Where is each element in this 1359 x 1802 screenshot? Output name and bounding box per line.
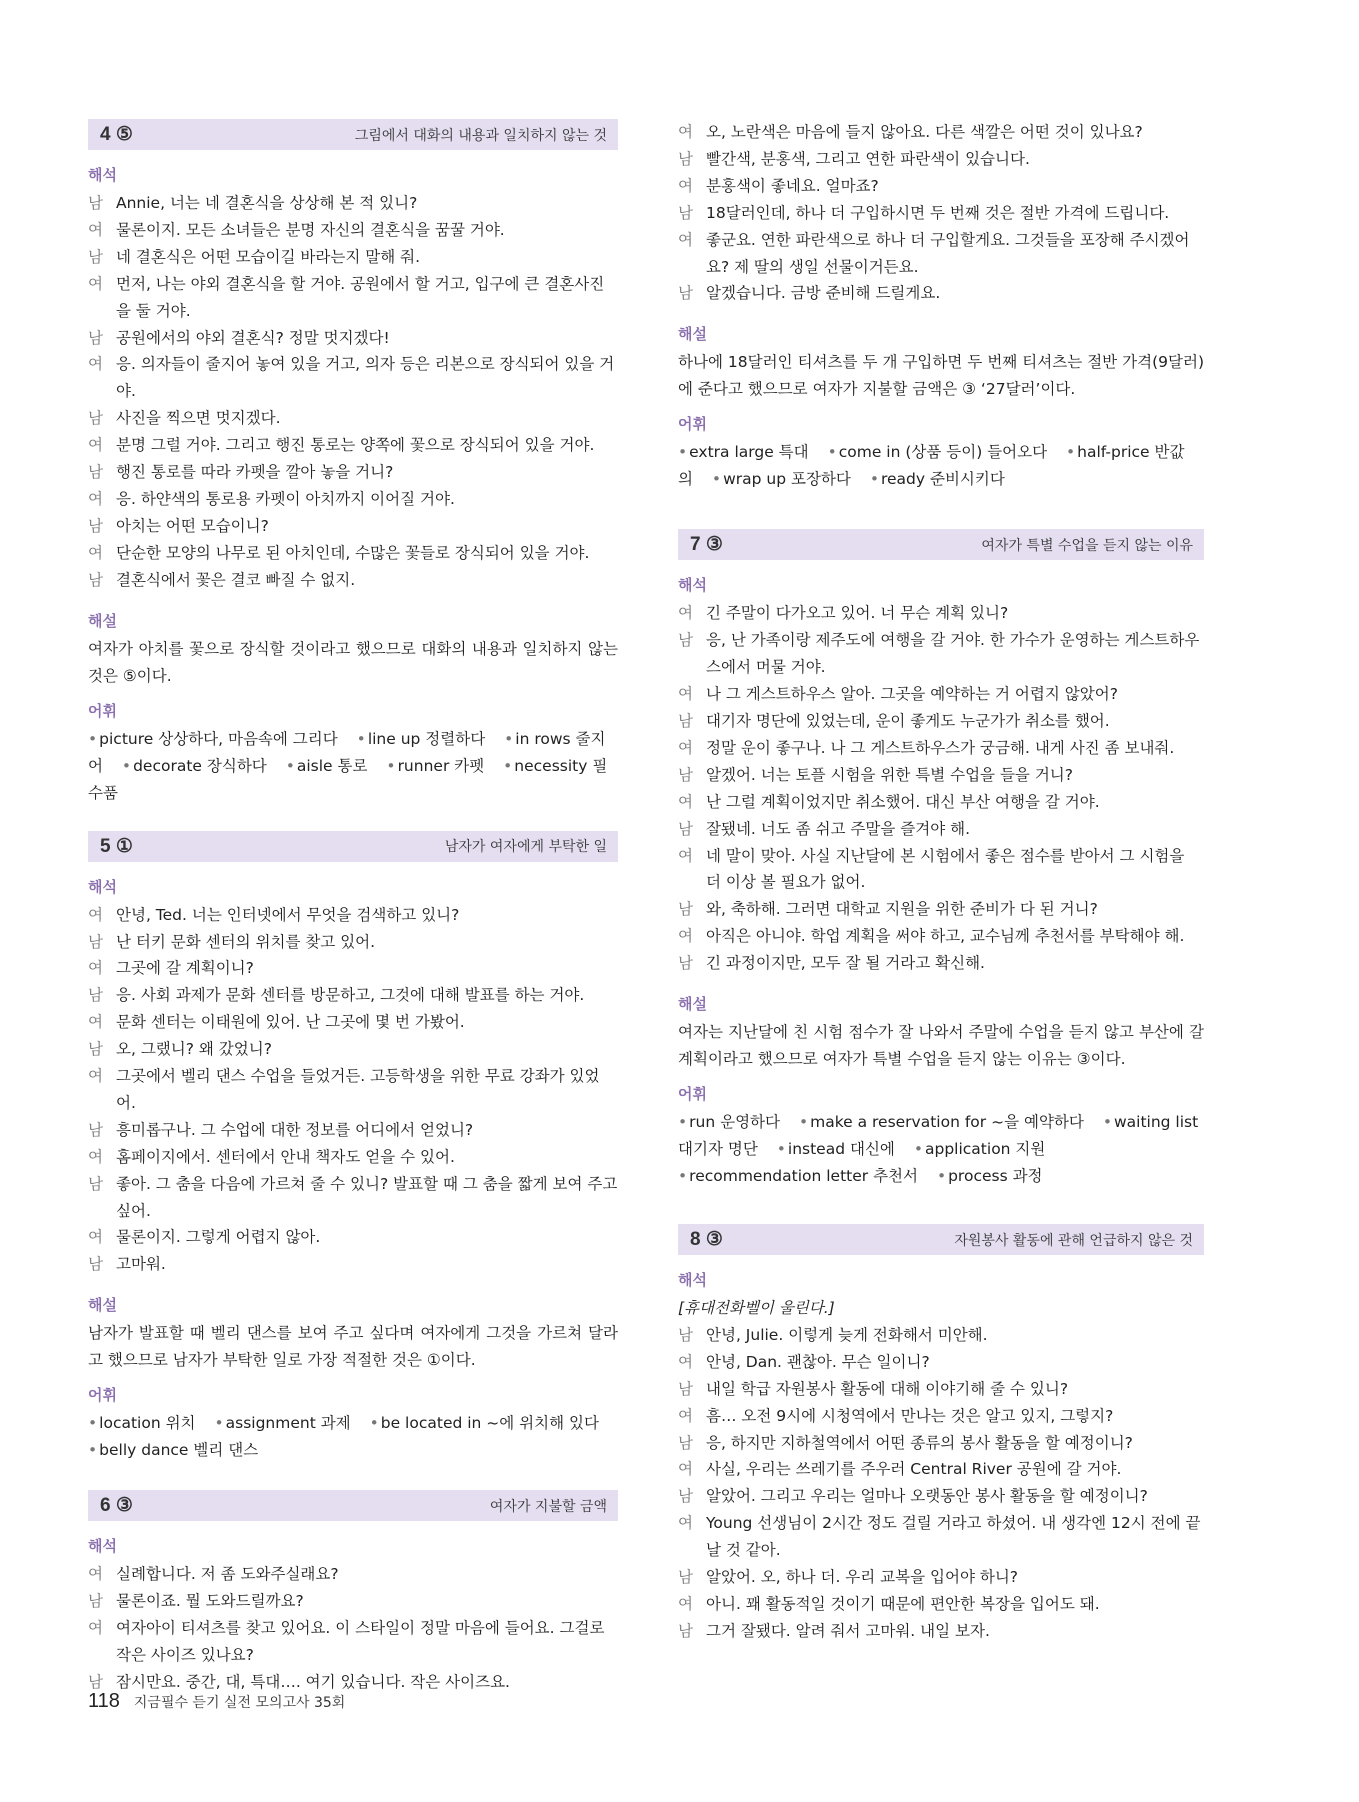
section-number: 7 ③: [690, 534, 723, 556]
vocab-item: • in rows 줄지어: [88, 730, 606, 775]
dialogue: [88, 902, 618, 1279]
dialogue-line: [678, 1591, 1204, 1618]
speaker-label: 여: [678, 176, 693, 195]
dialogue-line: [88, 1224, 618, 1251]
speaker-label: 남: [88, 570, 103, 589]
label-explanation: 해설: [88, 1296, 117, 1315]
speaker-label: 여: [678, 685, 693, 704]
speaker-label: 여: [88, 355, 103, 374]
speaker-label: 남: [88, 516, 103, 535]
dialogue-line: [678, 1403, 1204, 1430]
dialogue-line: [678, 923, 1204, 950]
dialogue-line: [678, 735, 1204, 762]
speaker-label: 여: [88, 1228, 103, 1247]
dialogue-line: [88, 540, 618, 567]
utterance-text: 아니. 꽤 활동적일 것이기 때문에 편안한 복장을 입어도 돼.: [706, 1595, 1100, 1613]
utterance-text: 응. 사회 과제가 문화 센터를 방문하고, 그것에 대해 발표를 하는 거야.: [116, 986, 585, 1005]
speaker-label: 남: [678, 284, 693, 303]
dialogue-line: [88, 432, 618, 459]
section-title: 자원봉사 활동에 관해 언급하지 않은 것: [954, 1232, 1193, 1249]
vocab-list: [678, 1109, 1204, 1190]
utterance-text: 그곳에서 벨리 댄스 수업을 들었거든. 고등학생을 위한 무료 강좌가 있었어.: [116, 1067, 600, 1112]
dialogue: [678, 600, 1204, 977]
utterance-text: 좋아. 그 춤을 다음에 가르쳐 줄 수 있니? 발표할 때 그 춤을 짧게 보여 주고 싶어.: [116, 1174, 618, 1220]
label-vocabulary: 어휘: [678, 415, 707, 434]
speaker-label: 여: [678, 1406, 693, 1425]
dialogue-line: [678, 816, 1204, 843]
speaker-label: 남: [88, 194, 103, 212]
utterance-text: 그곳에 갈 계획이니?: [116, 959, 254, 978]
dialogue-line: [88, 929, 618, 956]
dialogue-line: [678, 708, 1204, 735]
speaker-label: 여: [678, 1595, 693, 1613]
speaker-label: 남: [678, 1433, 693, 1452]
speaker-label: 남: [678, 819, 693, 838]
utterance-text: 와, 축하해. 그러면 대학교 지원을 위한 준비가 다 된 거니?: [706, 900, 1098, 919]
section-number: 6 ③: [100, 1495, 133, 1517]
utterance-text: 응, 하지만 지하철역에서 어떤 종류의 봉사 활동을 할 예정이니?: [706, 1433, 1133, 1452]
utterance-text: Young 선생님이 2시간 정도 걸릴 거라고 하셨어. 내 생각엔 12시 전에 끝날 것 같아.: [706, 1514, 1201, 1560]
speaker-label: 남: [88, 932, 103, 951]
vocab-item: • waiting list 대기자 명단: [678, 1113, 1198, 1158]
speaker-label: 남: [88, 328, 103, 347]
dialogue-line: [678, 681, 1204, 708]
vocab-item: • belly dance 벨리 댄스: [88, 1441, 258, 1459]
vocab-item: • make a reservation for ~을 예약하다: [799, 1113, 1084, 1131]
page-footer: [88, 1690, 345, 1713]
section-title: 여자가 특별 수업을 듣지 않는 이유: [981, 537, 1193, 554]
speaker-label: 남: [88, 1040, 103, 1059]
dialogue-line: [88, 1561, 618, 1588]
speaker-label: 남: [678, 631, 693, 650]
speaker-label: 남: [88, 463, 103, 482]
utterance-text: 먼저, 나는 야외 결혼식을 할 거야. 공원에서 할 거고, 입구에 큰 결혼사진을 둘 거야.: [116, 274, 605, 320]
utterance-text: 실례합니다. 저 좀 도와주실래요?: [116, 1565, 339, 1584]
dialogue-line: [678, 896, 1204, 923]
utterance-text: 아직은 아니야. 학업 계획을 써야 하고, 교수님께 추천서를 부탁해야 해.: [706, 927, 1185, 946]
utterance-text: 흠… 오전 9시에 시청역에서 만나는 것은 알고 있지, 그렇지?: [706, 1406, 1114, 1425]
label-vocabulary: 어휘: [678, 1085, 707, 1104]
utterance-text: Annie, 너는 네 결혼식을 상상해 본 적 있니?: [116, 194, 418, 212]
section-6-header: [88, 1490, 618, 1521]
utterance-text: 문화 센터는 이태원에 있어. 난 그곳에 몇 번 가봤어.: [116, 1013, 465, 1032]
utterance-text: 행진 통로를 따라 카펫을 깔아 놓을 거니?: [116, 463, 394, 482]
label-explanation: 해설: [678, 325, 707, 344]
dialogue-line: [678, 227, 1204, 281]
utterance-text: 공원에서의 야외 결혼식? 정말 멋지겠다!: [116, 328, 390, 347]
utterance-text: 오, 노란색은 마음에 들지 않아요. 다른 색깔은 어떤 것이 있나요?: [706, 123, 1143, 141]
dialogue-line: [678, 1456, 1204, 1483]
explanation-text: 남자가 발표할 때 벨리 댄스를 보여 주고 싶다며 여자에게 그것을 가르쳐 달라고 했으므로 남자가 부탁한 일로 가장 적절한 것은 ①이다.: [88, 1324, 618, 1370]
utterance-text: 난 그럴 계획이었지만 취소했어. 대신 부산 여행을 갈 거야.: [706, 792, 1100, 811]
utterance-text: 긴 주말이 다가오고 있어. 너 무슨 계획 있니?: [706, 604, 1009, 623]
vocab-item: • decorate 장식하다: [122, 757, 267, 775]
utterance-text: 잠시만요. 중간, 대, 특대…. 여기 있습니다. 작은 사이즈요.: [116, 1672, 510, 1691]
dialogue: [678, 1322, 1204, 1645]
utterance-text: 홈페이지에서. 센터에서 안내 책자도 얻을 수 있어.: [116, 1147, 455, 1166]
dialogue-line: [88, 1009, 618, 1036]
speaker-label: 여: [88, 274, 103, 293]
speaker-label: 남: [678, 1621, 693, 1640]
dialogue-line: [88, 486, 618, 513]
utterance-text: 안녕, Ted. 너는 인터넷에서 무엇을 검색하고 있니?: [116, 905, 460, 924]
vocab-item: • line up 정렬하다: [357, 730, 486, 748]
utterance-text: 알겠어. 너는 토플 시험을 위한 특별 수업을 들을 거니?: [706, 765, 1074, 784]
speaker-label: 여: [678, 604, 693, 623]
vocab-item: • assignment 과제: [214, 1414, 350, 1432]
section-7-header: [678, 529, 1204, 560]
utterance-text: 네 말이 맞아. 사실 지난달에 본 시험에서 좋은 점수를 받아서 그 시험을 더 이상 볼 필요가 없어.: [706, 846, 1185, 892]
dialogue-line: [88, 459, 618, 486]
section-8-header: [678, 1224, 1204, 1255]
speaker-label: 남: [678, 711, 693, 730]
dialogue-line: [678, 1510, 1204, 1564]
speaker-label: 남: [88, 1174, 103, 1193]
speaker-label: 여: [88, 1067, 103, 1086]
book-title: 지금필수 듣기 실전 모의고사 35회: [133, 1695, 346, 1711]
speaker-label: 여: [88, 436, 103, 455]
dialogue-line: [88, 1251, 618, 1278]
speaker-label: 남: [678, 765, 693, 784]
vocab-list: [678, 439, 1204, 493]
dialogue-line: [88, 1615, 618, 1669]
dialogue-line: [678, 1430, 1204, 1457]
right-column: [678, 119, 1204, 1645]
utterance-text: 안녕, Julie. 이렇게 늦게 전화해서 미안해.: [706, 1325, 988, 1344]
utterance-text: 내일 학급 자원봉사 활동에 대해 이야기해 줄 수 있니?: [706, 1379, 1069, 1398]
speaker-label: 여: [88, 1619, 103, 1638]
explanation-text: 하나에 18달러인 티셔츠를 두 개 구입하면 두 번째 티셔츠는 절반 가격(9달러)에 준다고 했으므로 여자가 지불할 금액은 ③ ‘27달러’이다.: [678, 353, 1204, 399]
speaker-label: 여: [88, 543, 103, 562]
utterance-text: 알겠습니다. 금방 준비해 드릴게요.: [706, 284, 941, 303]
explanation-text: 여자는 지난달에 친 시험 점수가 잘 나와서 주말에 수업을 듣지 않고 부산에 갈 계획이라고 했으므로 여자가 특별 수업을 듣지 않는 이유는 ③이다.: [678, 1023, 1204, 1069]
dialogue: [88, 190, 618, 594]
utterance-text: 긴 과정이지만, 모두 잘 될 거라고 확신해.: [706, 954, 985, 973]
utterance-text: 물론이지. 그렇게 어렵지 않아.: [116, 1228, 321, 1247]
dialogue-line: [88, 567, 618, 594]
dialogue-line: [678, 1322, 1204, 1349]
dialogue-line: [88, 513, 618, 540]
dialogue-continued: [678, 119, 1204, 307]
label-interpretation: 해석: [678, 1271, 707, 1290]
vocab-item: • ready 준비시키다: [870, 470, 1005, 488]
section-title: 여자가 지불할 금액: [489, 1498, 607, 1515]
utterance-text: 물론이죠. 뭘 도와드릴까요?: [116, 1592, 304, 1611]
label-interpretation: 해석: [678, 576, 707, 595]
speaker-label: 여: [678, 123, 693, 141]
dialogue-line: [88, 955, 618, 982]
speaker-label: 여: [88, 959, 103, 978]
vocab-item: • necessity 필수품: [88, 757, 607, 802]
vocab-list: [88, 1410, 618, 1464]
vocab-item: • be located in ~에 위치해 있다: [370, 1414, 599, 1432]
speaker-label: 남: [678, 900, 693, 919]
speaker-label: 남: [678, 149, 693, 168]
utterance-text: 고마워.: [116, 1255, 166, 1274]
speaker-label: 남: [678, 954, 693, 973]
vocab-item: • process 과정: [937, 1167, 1043, 1185]
explanation-text: 여자가 아치를 꽃으로 장식할 것이라고 했으므로 대화의 내용과 일치하지 않는 것은 ⑤이다.: [88, 639, 618, 685]
utterance-text: 잘됐네. 너도 좀 쉬고 주말을 즐겨야 해.: [706, 819, 971, 838]
speaker-label: 남: [88, 1672, 103, 1691]
dialogue-line: [88, 190, 618, 217]
speaker-label: 남: [678, 203, 693, 222]
section-title: 그림에서 대화의 내용과 일치하지 않는 것: [354, 127, 607, 144]
dialogue-line: [88, 1036, 618, 1063]
section-number: 4 ⑤: [100, 124, 133, 145]
dialogue-line: [678, 762, 1204, 789]
dialogue-line: [88, 244, 618, 271]
vocab-item: • wrap up 포장하다: [712, 470, 851, 488]
speaker-label: 여: [678, 927, 693, 946]
utterance-text: 응, 난 가족이랑 제주도에 여행을 갈 거야. 한 가수가 운영하는 게스트하우스에서 머물 거야.: [706, 631, 1200, 677]
dialogue-line: [678, 627, 1204, 681]
utterance-text: 18달러인데, 하나 더 구입하시면 두 번째 것은 절반 가격에 드립니다.: [706, 203, 1170, 222]
vocab-item: • location 위치: [88, 1414, 196, 1432]
vocab-list: [88, 726, 618, 807]
utterance-text: 오, 그랬니? 왜 갔었니?: [116, 1040, 272, 1059]
utterance-text: 난 터키 문화 센터의 위치를 찾고 있어.: [116, 932, 376, 951]
vocab-item: • application 지원: [914, 1140, 1046, 1158]
section-5-header: [88, 831, 618, 862]
label-interpretation: 해석: [88, 1537, 117, 1556]
speaker-label: 여: [678, 1352, 693, 1371]
speaker-label: 여: [678, 1514, 693, 1533]
label-explanation: 해설: [88, 611, 117, 630]
speaker-label: 여: [88, 905, 103, 924]
dialogue-line: [678, 146, 1204, 173]
utterance-text: 분홍색이 좋네요. 얼마죠?: [706, 176, 879, 195]
dialogue-line: [88, 1063, 618, 1117]
dialogue-line: [678, 200, 1204, 227]
speaker-label: 여: [88, 220, 103, 239]
vocab-item: • run 운영하다: [678, 1113, 780, 1131]
dialogue-line: [88, 1117, 618, 1144]
utterance-text: 물론이지. 모든 소녀들은 분명 자신의 결혼식을 꿈꿀 거야.: [116, 220, 505, 239]
speaker-label: 여: [678, 1460, 693, 1479]
dialogue-line: [88, 351, 618, 405]
utterance-text: 좋군요. 연한 파란색으로 하나 더 구입할게요. 그것들을 포장해 주시겠어요? 제 딸의 생일 선물이거든요.: [706, 230, 1190, 276]
label-vocabulary: 어휘: [88, 1386, 117, 1405]
speaker-label: 남: [88, 1120, 103, 1139]
dialogue-line: [88, 405, 618, 432]
speaker-label: 남: [88, 247, 103, 266]
vocab-item: • aisle 통로: [286, 757, 368, 775]
utterance-text: 나 그 게스트하우스 알아. 그곳을 예약하는 거 어렵지 않았어?: [706, 685, 1118, 704]
dialogue-line: [88, 902, 618, 929]
utterance-text: 그거 잘됐다. 알려 줘서 고마워. 내일 보자.: [706, 1621, 990, 1640]
speaker-label: 여: [678, 738, 693, 757]
dialogue-line: [678, 843, 1204, 897]
utterance-text: 알았어. 오, 하나 더. 우리 교복을 입어야 하니?: [706, 1568, 1019, 1587]
dialogue-line: [678, 1564, 1204, 1591]
speaker-label: 남: [678, 1487, 693, 1506]
dialogue-line: [88, 325, 618, 352]
utterance-text: 단순한 모양의 나무로 된 아치인데, 수많은 꽃들로 장식되어 있을 거야.: [116, 543, 590, 562]
utterance-text: 빨간색, 분홍색, 그리고 연한 파란색이 있습니다.: [706, 149, 1030, 168]
speaker-label: 여: [88, 1147, 103, 1166]
speaker-label: 여: [678, 792, 693, 811]
utterance-text: 결혼식에서 꽃은 결코 빠질 수 없지.: [116, 570, 356, 589]
utterance-text: 네 결혼식은 어떤 모습이길 바라는지 말해 줘.: [116, 247, 421, 266]
dialogue-line: [678, 1618, 1204, 1645]
utterance-text: 여자아이 티셔츠를 찾고 있어요. 이 스타일이 정말 마음에 들어요. 그걸로 작은 사이즈 있나요?: [116, 1619, 605, 1664]
speaker-label: 여: [88, 1565, 103, 1584]
vocab-item: • come in (상품 등이) 들어오다: [828, 443, 1048, 461]
left-column: [88, 119, 618, 1696]
speaker-label: 남: [88, 409, 103, 428]
speaker-label: 남: [678, 1379, 693, 1398]
utterance-text: 아치는 어떤 모습이니?: [116, 516, 269, 535]
section-number: 8 ③: [690, 1229, 723, 1251]
dialogue-line: [678, 173, 1204, 200]
vocab-item: • runner 카펫: [386, 757, 484, 775]
dialogue-line: [678, 119, 1204, 146]
dialogue-line: [678, 1376, 1204, 1403]
vocab-item: • instead 대신에: [777, 1140, 895, 1158]
dialogue-line: [678, 789, 1204, 816]
utterance-text: 응. 하얀색의 통로용 카펫이 아치까지 이어질 거야.: [116, 489, 455, 508]
section-title: 남자가 여자에게 부탁한 일: [444, 839, 607, 856]
dialogue-line: [88, 271, 618, 325]
vocab-item: • extra large 특대: [678, 443, 809, 461]
utterance-text: 흥미롭구나. 그 수업에 대한 정보를 어디에서 얻었니?: [116, 1120, 474, 1139]
speaker-label: 여: [678, 230, 693, 249]
speaker-label: 남: [678, 1325, 693, 1344]
dialogue-line: [88, 217, 618, 244]
label-interpretation: 해석: [88, 877, 117, 896]
section-number: 5 ①: [100, 835, 133, 857]
page-number: 118: [88, 1690, 120, 1712]
label-explanation: 해설: [678, 995, 707, 1014]
vocab-item: • picture 상상하다, 마음속에 그리다: [88, 730, 338, 748]
utterance-text: 알았어. 그리고 우리는 얼마나 오랫동안 봉사 활동을 할 예정이니?: [706, 1487, 1148, 1506]
dialogue-line: [678, 600, 1204, 627]
speaker-label: 여: [88, 1013, 103, 1032]
dialogue-line: [678, 950, 1204, 977]
dialogue-line: [678, 280, 1204, 307]
dialogue-line: [678, 1349, 1204, 1376]
dialogue-line: [678, 1483, 1204, 1510]
speaker-label: 남: [678, 1568, 693, 1587]
speaker-label: 여: [88, 489, 103, 508]
speaker-label: 남: [88, 986, 103, 1005]
utterance-text: 분명 그럴 거야. 그리고 행진 통로는 양쪽에 꽃으로 장식되어 있을 거야.: [116, 436, 595, 455]
speaker-label: 남: [88, 1255, 103, 1274]
stage-note: [휴대전화벨이 울린다.]: [678, 1299, 835, 1318]
utterance-text: 사실, 우리는 쓰레기를 주우러 Central River 공원에 갈 거야.: [706, 1460, 1122, 1479]
dialogue-line: [88, 1588, 618, 1615]
label-interpretation: 해석: [88, 166, 117, 184]
vocab-item: • half-price 반값의: [678, 443, 1184, 488]
dialogue-line: [88, 1144, 618, 1171]
speaker-label: 남: [88, 1592, 103, 1611]
speaker-label: 여: [678, 846, 693, 865]
section-4-header: [88, 119, 618, 150]
utterance-text: 안녕, Dan. 괜찮아. 무슨 일이니?: [706, 1352, 930, 1371]
dialogue-line: [88, 1171, 618, 1225]
dialogue: [88, 1561, 618, 1696]
utterance-text: 정말 운이 좋구나. 나 그 게스트하우스가 궁금해. 내게 사진 좀 보내줘.: [706, 738, 1175, 757]
utterance-text: 대기자 명단에 있었는데, 운이 좋게도 누군가가 취소를 했어.: [706, 711, 1110, 730]
dialogue-line: [88, 982, 618, 1009]
utterance-text: 사진을 찍으면 멋지겠다.: [116, 409, 281, 428]
vocab-item: • recommendation letter 추천서: [678, 1167, 918, 1185]
utterance-text: 응. 의자들이 줄지어 놓여 있을 거고, 의자 등은 리본으로 장식되어 있을 거야.: [116, 355, 615, 401]
label-vocabulary: 어휘: [88, 701, 117, 720]
